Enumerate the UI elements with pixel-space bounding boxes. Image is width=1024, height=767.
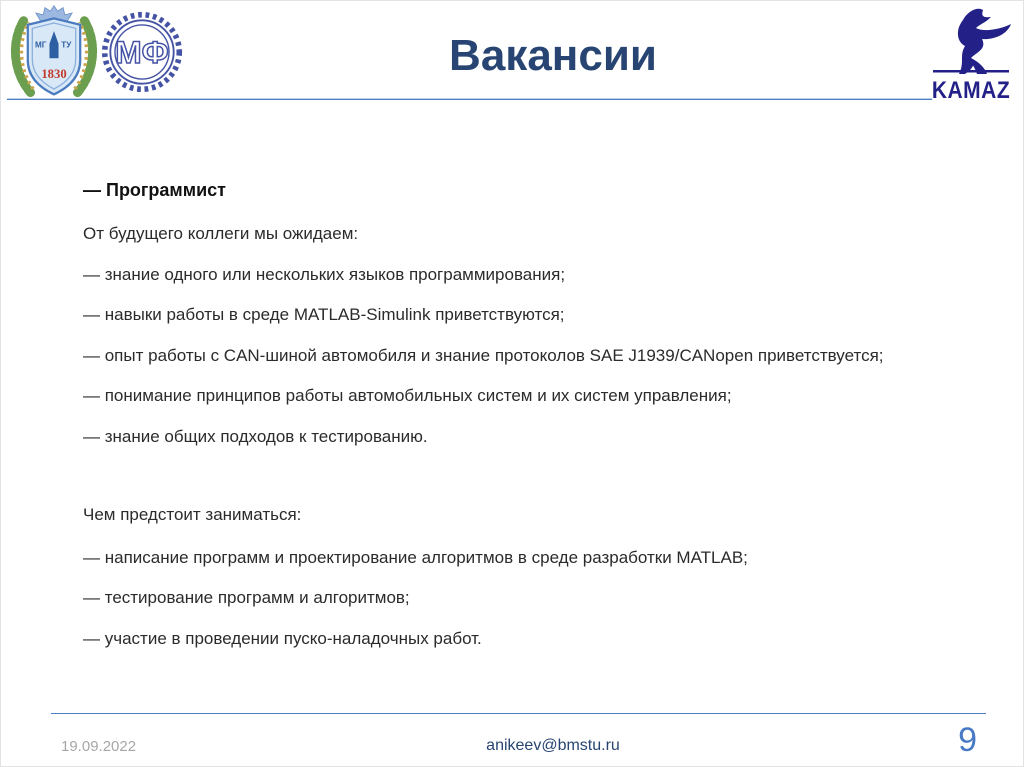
slide-body [83,180,983,647]
kamaz-horse-icon [925,4,1017,76]
svg-text:МГ: МГ [35,40,47,50]
header-divider [7,98,932,100]
expectation-item: — опыт работы с CAN-шиной автомобиля и знание протоколов SAE J1939/CANopen приветствуется; [83,345,884,365]
slide-header [1,1,1023,104]
vacancy-heading: — Программист [83,180,226,200]
footer-divider [51,713,986,714]
kamaz-logo [925,4,1017,104]
kamaz-wordmark: KAMAZ [931,77,1011,104]
task-item: — тестирование программ и алгоритмов; [83,588,410,607]
task-item: — участие в проведении пуско-наладочных работ. [83,628,482,648]
svg-text:МФ: МФ [115,34,169,71]
expectation-item: — знание общих подходов к тестированию. [83,426,428,446]
expectation-item: — навыки работы в среде MATLAB-Simulink приветствуются; [83,305,565,324]
footer-date: 19.09.2022 [61,738,137,755]
page-number: 9 [958,721,977,759]
tasks-intro: Чем предстоит заниматься: [83,504,302,524]
task-item: — написание программ и проектирование алгоритмов в среде разработки MATLAB; [83,547,748,567]
expectation-item: — понимание принципов работы автомобильных систем и их систем управления; [83,386,732,405]
svg-text:ТУ: ТУ [61,40,72,50]
footer-email: anikeev@bmstu.ru [486,737,620,754]
page-title: Вакансии [449,31,657,80]
expectation-item: — знание одного или нескольких языков программирования; [83,264,566,284]
expectations-intro: От будущего коллеги мы ожидаем: [83,224,359,243]
svg-text:1830: 1830 [41,67,67,82]
